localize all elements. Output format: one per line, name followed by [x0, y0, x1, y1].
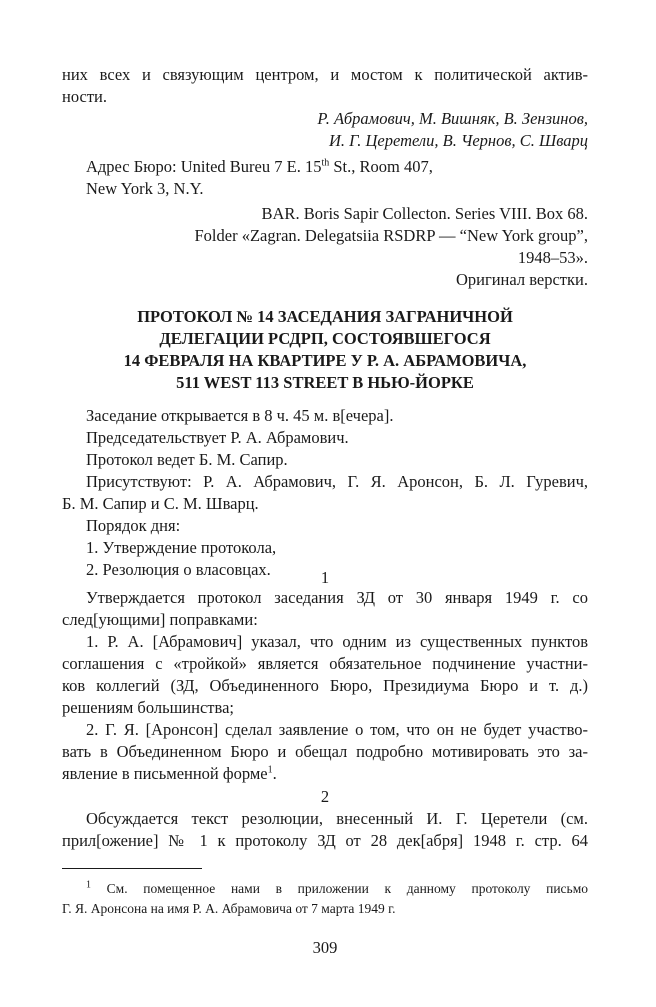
heading-line: 511 WEST 113 STREET В НЬЮ-ЙОРКЕ: [176, 373, 474, 392]
signature-line: Р. Абрамович, М. Вишняк, В. Зензинов,: [317, 109, 588, 128]
body-line: 1. Р. А. [Абрамович] указал, что одним из существенных пунктов: [86, 632, 588, 651]
body-line: вать в Объединенном Бюро и обещал подробно мотивировать это за-: [62, 742, 588, 761]
body-line: 2. Г. Я. [Аронсон] сделал заявление о том, что он не будет участво-: [86, 720, 588, 739]
source-line: Folder «Zagran. Delegatsiia RSDRP — “New York group”,: [194, 226, 588, 245]
footnote-ref: 1: [267, 764, 273, 776]
source-line: Оригинал верстки.: [455, 270, 588, 289]
signature-line: И. Г. Церетели, В. Чернов, С. Шварц: [328, 131, 588, 150]
agenda-item: 1. Утверждение протокола,: [86, 538, 277, 557]
meeting-present: Присутствуют: Р. А. Абрамович, Г. Я. Аронсон, Б. Л. Гуревич,: [86, 472, 588, 491]
source-line: 1948–53».: [517, 248, 588, 267]
body-line: решениям большинства;: [62, 698, 234, 717]
meeting-secretary: Протокол ведет Б. М. Сапир.: [86, 450, 288, 469]
source-line: BAR. Boris Sapir Collecton. Series VIII. Box 68.: [261, 204, 588, 223]
address-line: New York 3, N.Y.: [86, 179, 204, 198]
meeting-opens: Заседание открывается в 8 ч. 45 м. в[ечера].: [86, 406, 394, 425]
heading-line: 14 ФЕВРАЛЯ НА КВАРТИРЕ У Р. А. АБРАМОВИЧА,: [123, 351, 527, 370]
intro-line: ности.: [62, 87, 107, 106]
body-line: след[ующими] поправками:: [62, 610, 258, 629]
body-line: ков коллегий (ЗД, Объединенного Бюро, Президиума Бюро и т. д.): [62, 676, 588, 695]
intro-line: них всех и связующим центром, и мостом к политической актив-: [62, 65, 588, 84]
agenda-item: 2. Резолюция о власовцах.: [86, 560, 271, 579]
section-number: 2: [320, 787, 330, 806]
body-line: соглашения с «тройкой» является обязательное подчинение участни-: [62, 654, 588, 673]
page-number: 309: [312, 938, 338, 957]
meeting-present: Б. М. Сапир и С. М. Шварц.: [62, 494, 259, 513]
heading-line: ДЕЛЕГАЦИИ РСДРП, СОСТОЯВШЕГОСЯ: [159, 329, 491, 348]
heading-line: ПРОТОКОЛ № 14 ЗАСЕДАНИЯ ЗАГРАНИЧНОЙ: [137, 307, 513, 326]
body-line: Обсуждается текст резолюции, внесенный И. Г. Церетели (см.: [86, 809, 588, 828]
section-number: 1: [320, 568, 330, 587]
body-line: явление в письменной форме$^1$.: [62, 764, 277, 783]
meeting-chair: Председательствует Р. А. Абрамович.: [86, 428, 349, 447]
body-line: Утверждается протокол заседания ЗД от 30 января 1949 г. со: [86, 588, 588, 607]
body-line: прил[ожение] № 1 к протоколу ЗД от 28 дек[абря] 1948 г. стр. 64: [62, 831, 588, 850]
footnote-line: Г. Я. Аронсона на имя Р. А. Абрамовича от 7 марта 1949 г.: [62, 901, 396, 916]
address-line: Адрес Бюро: United Bureu 7 E. 15th St., Room 407,: [86, 157, 433, 176]
footnote-rule: [62, 868, 202, 869]
footnote-line: $^1$ См. помещенное нами в приложении к данному протоколу письмо: [86, 879, 588, 896]
agenda-label: Порядок дня:: [86, 516, 181, 535]
